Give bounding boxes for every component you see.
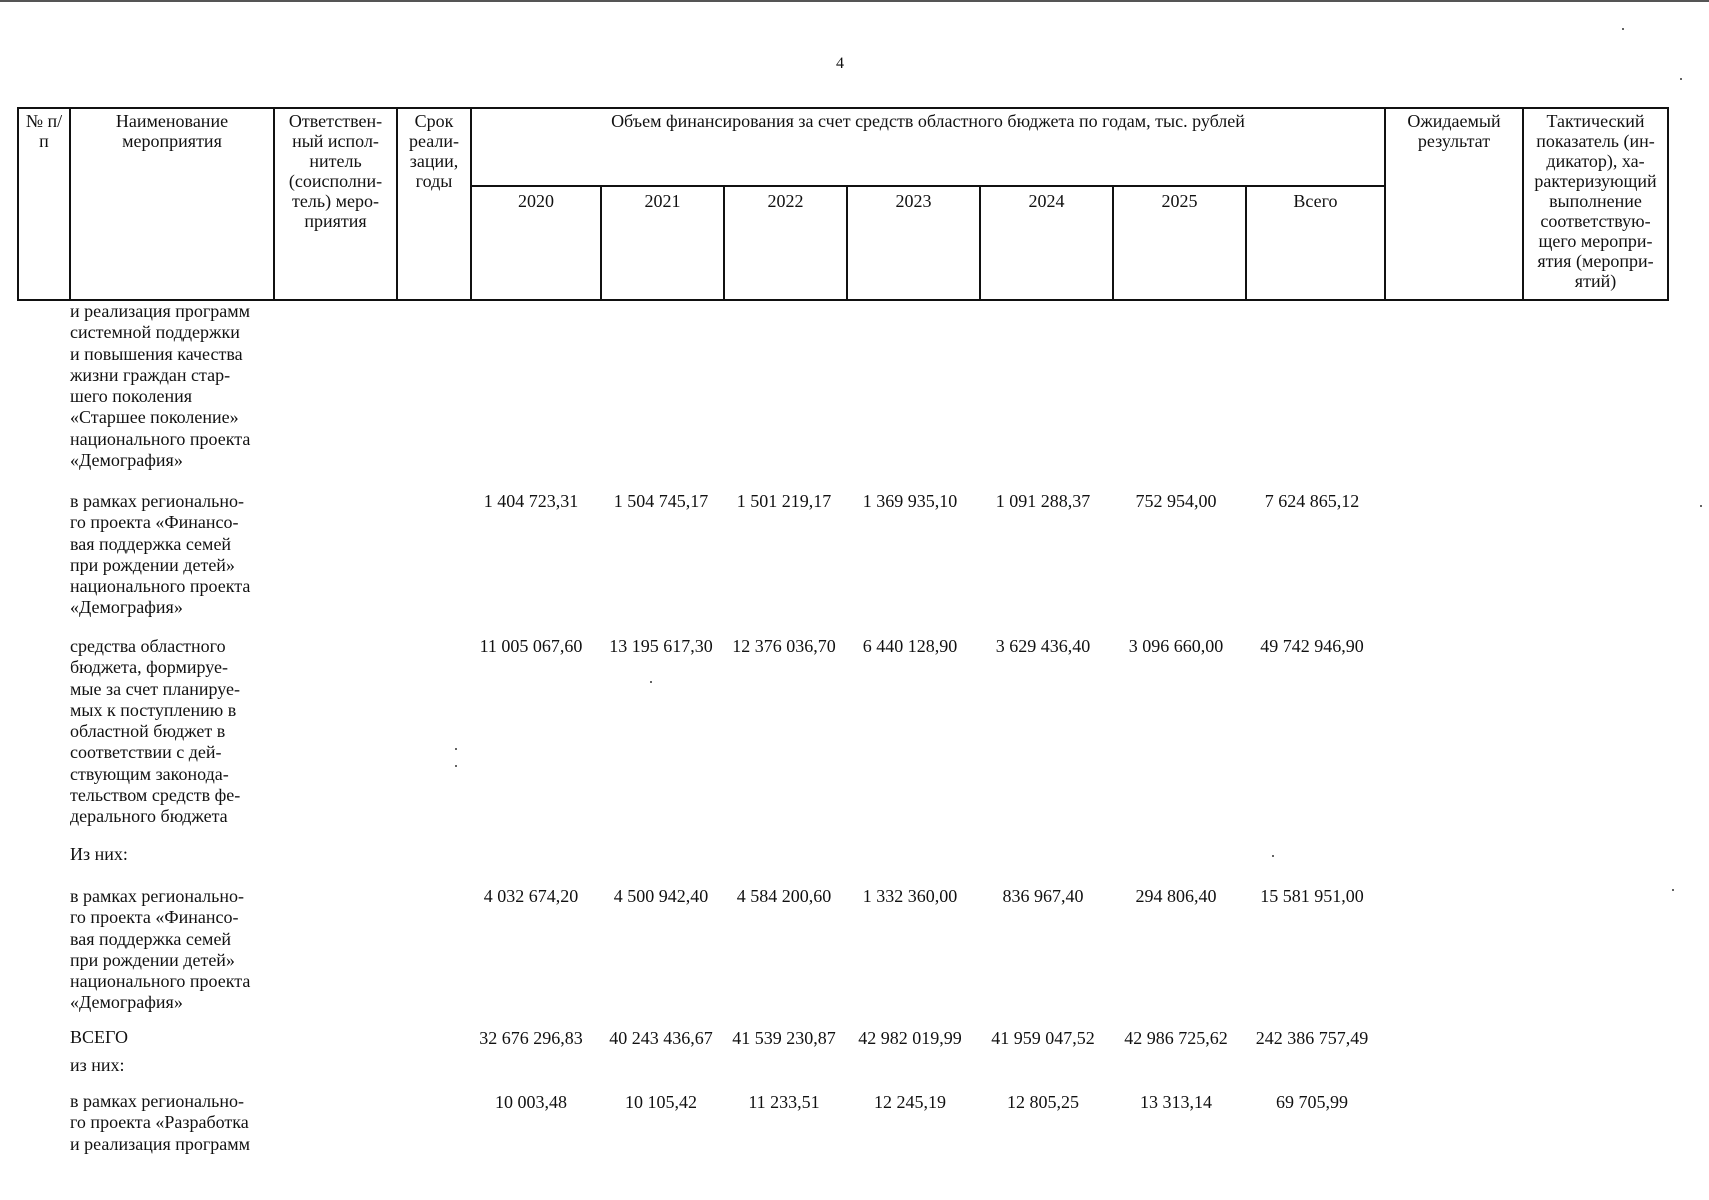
row-name-line: средства областного [70, 636, 226, 656]
row-total-label: ВСЕГО [70, 1027, 128, 1047]
row-name-line: жизни граждан стар- [70, 364, 231, 385]
row-name-line: мых к поступлению в [70, 699, 237, 720]
row-name-line: национального проекта [70, 971, 251, 992]
value-2024: 3 629 436,40 [995, 636, 1091, 656]
table-row [70, 301, 265, 471]
value-2021: 40 243 436,67 [609, 1028, 713, 1048]
value-2022: 41 539 230,87 [732, 1028, 836, 1048]
value-total: 69 705,99 [1276, 1092, 1348, 1112]
row-name-line: при рождении детей» [70, 554, 235, 575]
scan-speck [1672, 889, 1674, 891]
scan-speck [455, 765, 457, 767]
row-name-line: шего поколения [70, 386, 193, 407]
row-name-line: и повышения качества [70, 343, 243, 364]
row-name-line: областной бюджет в [70, 721, 226, 742]
header-indicator: Тактический показатель (ин-дикатор), ха-рактеризующий выполнение соответствую-щего меропри-ятия (меропри-ятий) [1523, 108, 1668, 300]
value-2025: 294 806,40 [1135, 886, 1217, 906]
row-name-line: и реализация программ [70, 301, 251, 321]
header-year-2025: 2025 [1113, 186, 1246, 300]
header-total: Всего [1246, 186, 1385, 300]
value-2022: 4 584 200,60 [736, 886, 832, 906]
value-2025: 42 986 725,62 [1124, 1028, 1228, 1048]
row-name-line: вая поддержка семей [70, 533, 232, 554]
row-subheading: из них: [70, 1055, 125, 1075]
value-2023: 42 982 019,99 [858, 1028, 962, 1048]
value-2023: 6 440 128,90 [862, 636, 958, 656]
table-row [70, 886, 265, 1014]
row-name-line: вая поддержка семей [70, 928, 232, 949]
row-name-line: национального проекта [70, 576, 251, 597]
row-name-line: ствующим законода- [70, 763, 229, 784]
value-2025: 3 096 660,00 [1128, 636, 1224, 656]
row-name-line: го проекта «Финансо- [70, 512, 239, 533]
scan-speck [1700, 505, 1702, 507]
value-total: 49 742 946,90 [1260, 636, 1364, 656]
row-name-line: «Старшее поколение» [70, 407, 239, 428]
header-funding: Объем финансирования за счет средств областного бюджета по годам, тыс. рублей [471, 108, 1385, 186]
page-number: 4 [836, 55, 844, 72]
row-name-line: в рамках регионально- [70, 1091, 244, 1111]
table-row [70, 491, 265, 619]
row-name-line: в рамках регионально- [70, 886, 244, 906]
value-2023: 1 332 360,00 [862, 886, 958, 906]
table-row [70, 636, 265, 828]
value-2020: 32 676 296,83 [479, 1028, 583, 1048]
value-2021: 13 195 617,30 [609, 636, 713, 656]
header-expected-result: Ожидаемый результат [1385, 108, 1523, 300]
value-2024: 12 805,25 [1007, 1092, 1079, 1112]
value-2020: 1 404 723,31 [483, 491, 579, 511]
value-2024: 1 091 288,37 [995, 491, 1091, 511]
scan-speck [1272, 855, 1274, 857]
row-name-line: го проекта «Разработка [70, 1112, 249, 1133]
value-2024: 41 959 047,52 [991, 1028, 1095, 1048]
value-2022: 1 501 219,17 [736, 491, 832, 511]
row-name-line: соответствии с дей- [70, 742, 222, 763]
header-year-2021: 2021 [601, 186, 724, 300]
scan-speck [455, 748, 457, 750]
row-name-line: тельством средств фе- [70, 785, 241, 806]
value-2020: 4 032 674,20 [483, 886, 579, 906]
value-2020: 11 005 067,60 [479, 636, 583, 656]
row-name-line: и реализация программ [70, 1133, 251, 1154]
row-name-line: бюджета, формируе- [70, 657, 229, 678]
value-2025: 13 313,14 [1140, 1092, 1212, 1112]
row-name-line: «Демография» [70, 597, 183, 618]
row-name-line: дерального бюджета [70, 806, 228, 827]
header-year-2023: 2023 [847, 186, 980, 300]
value-2023: 12 245,19 [874, 1092, 946, 1112]
row-subheading: Из них: [70, 844, 128, 864]
value-2024: 836 967,40 [1002, 886, 1084, 906]
row-name-line: мые за счет планируе- [70, 678, 240, 699]
value-total: 15 581 951,00 [1260, 886, 1364, 906]
row-name-line: в рамках регионально- [70, 491, 244, 511]
scan-speck [650, 681, 652, 683]
row-name-line: национального проекта [70, 428, 251, 449]
value-2021: 1 504 745,17 [613, 491, 709, 511]
row-name-line: системной поддержки [70, 322, 240, 343]
value-total: 242 386 757,49 [1255, 1028, 1369, 1048]
row-name-line: при рождении детей» [70, 949, 235, 970]
value-total: 7 624 865,12 [1264, 491, 1360, 511]
value-2021: 4 500 942,40 [613, 886, 709, 906]
value-2020: 10 003,48 [495, 1092, 567, 1112]
header-name: Наименование мероприятия [70, 108, 274, 300]
scan-speck [1622, 28, 1624, 30]
row-name-line: «Демография» [70, 450, 183, 471]
value-2021: 10 105,42 [625, 1092, 697, 1112]
header-year-2020: 2020 [471, 186, 601, 300]
row-name-line: го проекта «Финансо- [70, 907, 239, 928]
table-row [70, 1091, 265, 1155]
scan-speck [1680, 78, 1682, 80]
value-2023: 1 369 935,10 [862, 491, 958, 511]
value-2025: 752 954,00 [1135, 491, 1217, 511]
header-num: № п/п [18, 108, 70, 300]
header-responsible: Ответствен-ный испол-нитель (соисполни-тель) меро-приятия [274, 108, 397, 300]
row-name-line: «Демография» [70, 992, 183, 1013]
value-2022: 11 233,51 [748, 1092, 820, 1112]
header-year-2022: 2022 [724, 186, 847, 300]
value-2022: 12 376 036,70 [732, 636, 836, 656]
header-term: Срок реали-зации, годы [397, 108, 471, 300]
header-year-2024: 2024 [980, 186, 1113, 300]
